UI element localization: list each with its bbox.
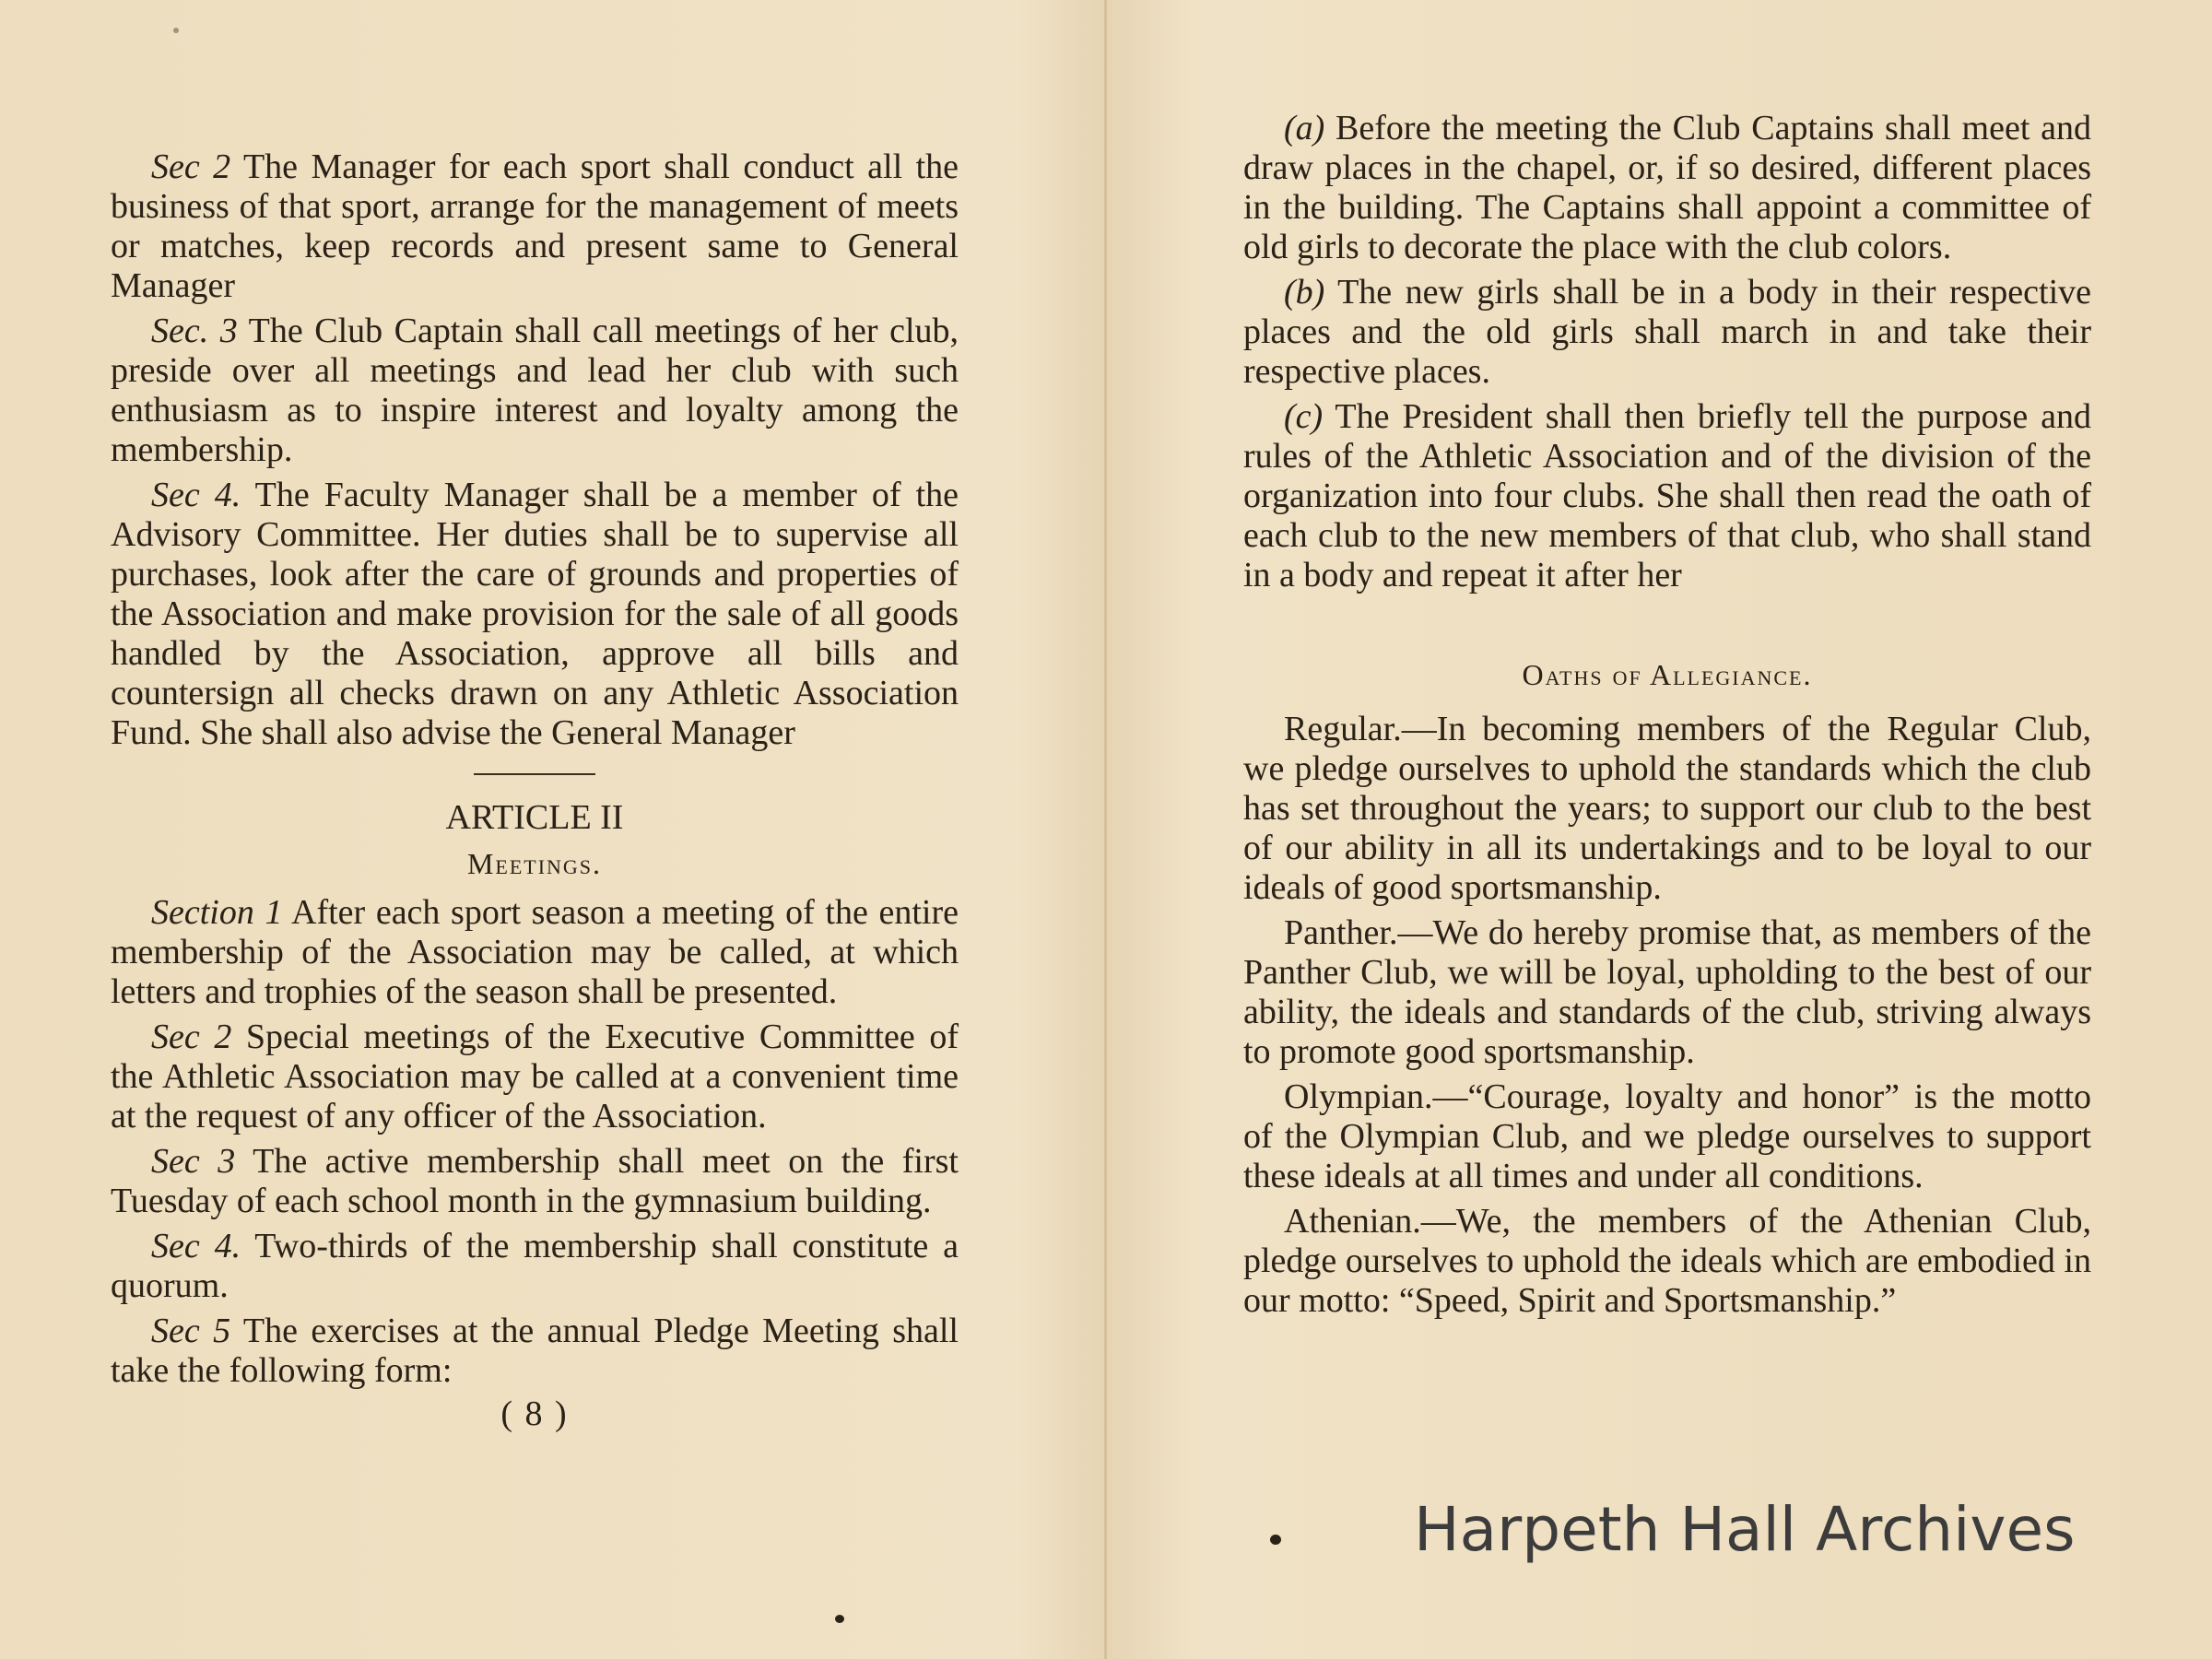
section-marker: Sec 5 — [151, 1312, 231, 1350]
meetings-paragraph — [111, 1312, 959, 1391]
section-marker: Sec 4. — [151, 1227, 241, 1265]
oath-paragraph: Panther.—We do hereby promise that, as members of the Panther Club, we will be loyal, upholding to the best of our ability, the ideals and standards of the club, striving always to promote good sportsmanship. — [1243, 913, 2091, 1071]
section-marker: Sec 4. — [151, 476, 241, 514]
page-number: ( 8 ) — [500, 1394, 569, 1433]
section-marker: Sec 3 — [151, 1142, 236, 1181]
paragraph-text: Two-thirds of the membership shall constitute a quorum. — [111, 1227, 959, 1305]
left-page — [0, 0, 1104, 1659]
article-section-paragraph — [111, 476, 959, 753]
pledge-step-paragraph — [1243, 397, 2091, 595]
paper-speck — [1270, 1535, 1281, 1545]
paragraph-text: After each sport season a meeting of the entire membership of the Association may be called, at which letters and trophies of the season shall be presented. — [111, 893, 959, 1011]
paper-speck — [173, 28, 179, 33]
pledge-step-paragraph — [1243, 109, 2091, 267]
paragraph-text: Special meetings of the Executive Committee of the Athletic Association may be called at a convenient time at the request of any officer of the Association. — [111, 1018, 959, 1135]
paragraph-text: The Faculty Manager shall be a member of the Advisory Committee. Her duties shall be to supervise all purchases, look after the care of grounds and properties of the Association and make provision for the sale of all goods handled by the Association, approve all bills and countersign all checks drawn on any Athletic Association Fund. She shall also advise the General Manager — [111, 476, 959, 752]
section-marker: Section 1 — [151, 893, 283, 932]
step-marker: (c) — [1284, 397, 1324, 436]
oath-paragraph: Athenian.—We, the members of the Athenian Club, pledge ourselves to uphold the ideals which are embodied in our motto: “Speed, Spirit and Sportsmanship.” — [1243, 1202, 2091, 1320]
paragraph-text: The active membership shall meet on the first Tuesday of each school month in the gymnasium building. — [111, 1142, 959, 1220]
section-divider — [474, 773, 595, 775]
meetings-paragraph — [111, 1018, 959, 1136]
paragraph-text: The Club Captain shall call meetings of her club, preside over all meetings and lead her club with such enthusiasm as to inspire interest and loyalty among the membership. — [111, 312, 959, 469]
section-title: Meetings. — [466, 847, 603, 880]
step-marker: (b) — [1284, 273, 1325, 312]
meetings-paragraph — [111, 893, 959, 1012]
section-marker: Sec. 3 — [151, 312, 238, 350]
pledge-step-paragraph — [1243, 273, 2091, 392]
article-section-paragraph — [111, 147, 959, 306]
section-marker: Sec 2 — [151, 147, 231, 186]
paper-speck — [835, 1615, 844, 1623]
left-page-column — [111, 147, 959, 1434]
right-page-column — [1243, 109, 2091, 1321]
right-page — [1107, 0, 2212, 1659]
section-marker: Sec 2 — [151, 1018, 232, 1056]
oaths-title: Oaths of Allegiance. — [1522, 658, 1813, 691]
paragraph-text: The new girls shall be in a body in their respective places and the old girls shall march in and take their respective places. — [1243, 273, 2091, 391]
paragraph-text: The Manager for each sport shall conduct all the business of that sport, arrange for the management of meets or matches, keep records and present same to General Manager — [111, 147, 959, 305]
article-section-paragraph — [111, 312, 959, 470]
article-title: ARTICLE II — [445, 798, 624, 837]
paragraph-text: The President shall then briefly tell the purpose and rules of the Athletic Association and of the division of the organization into four clubs. She shall then read the oath of each club to the new members of that club, who shall stand in a body and repeat it after her — [1243, 397, 2091, 594]
meetings-paragraph — [111, 1142, 959, 1221]
archive-watermark: Harpeth Hall Archives — [1414, 1494, 2076, 1565]
oath-paragraph: Regular.—In becoming members of the Regular Club, we pledge ourselves to uphold the standards which the club has set throughout the years; to support our club to the best of our ability in all its undertakings and to be loyal to our ideals of good sportsmanship. — [1243, 710, 2091, 907]
meetings-paragraph — [111, 1227, 959, 1306]
paragraph-text: Before the meeting the Club Captains shall meet and draw places in the chapel, or, if so desired, different places in the building. The Captains shall appoint a committee of old girls to decorate the place with the club colors. — [1243, 109, 2091, 266]
paragraph-text: The exercises at the annual Pledge Meeting shall take the following form: — [111, 1312, 959, 1390]
oath-paragraph: Olympian.—“Courage, loyalty and honor” is the motto of the Olympian Club, and we pledge ourselves to support these ideals at all times and under all conditions. — [1243, 1077, 2091, 1195]
step-marker: (a) — [1284, 109, 1325, 147]
